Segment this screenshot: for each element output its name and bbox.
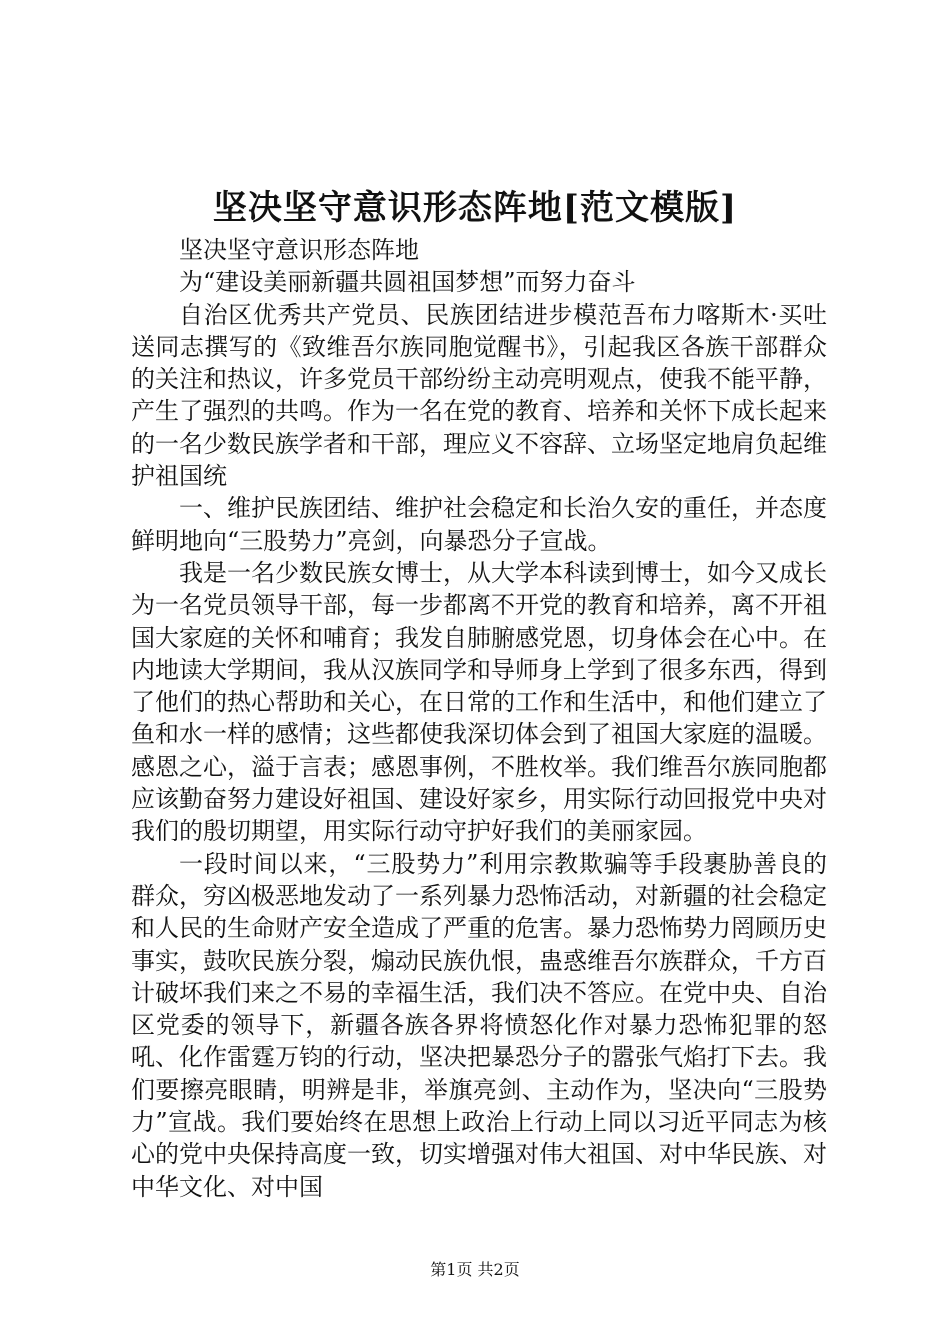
paragraph: 一、维护民族团结、维护社会稳定和长治久安的重任，并态度鲜明地向“三股势力”亮剑，向暴恐分子宣战。 [131, 494, 827, 555]
paragraph-subtitle: 坚决坚守意识形态阵地 [179, 236, 419, 264]
document-body [131, 234, 827, 1203]
paragraph: 自治区优秀共产党员、民族团结进步模范吾布力喀斯木·买吐送同志撰写的《致维吾尔族同胞觉醒书》，引起我区各族干部群众的关注和热议，许多党员干部纷纷主动亮明观点，使我不能平静，产生了强烈的共鸣。作为一名在党的教育、培养和关怀下成长起来的一名少数民族学者和干部，理应义不容辞、立场坚定地肩负起维护祖国统 [131, 300, 827, 491]
paragraph: 我是一名少数民族女博士，从大学本科读到博士，如今又成长为一名党员领导干部，每一步都离不开党的教育和培养，离不开祖国大家庭的关怀和哺育；我发自肺腑感党恩，切身体会在心中。在内地读大学期间，我从汉族同学和导师身上学到了很多东西，得到了他们的热心帮助和关心，在日常的工作和生活中，和他们建立了鱼和水一样的感情；这些都使我深切体会到了祖国大家庭的温暖。感恩之心，溢于言表；感恩事例，不胜枚举。我们维吾尔族同胞都应该勤奋努力建设好祖国、建设好家乡，用实际行动回报党中央对我们的殷切期望，用实际行动守护好我们的美丽家园。 [131, 558, 827, 846]
page-number-footer: 第1页 共2页 [430, 1260, 520, 1279]
paragraph: 一段时间以来，“三股势力”利用宗教欺骗等手段裹胁善良的群众，穷凶极恶地发动了一系列暴力恐怖活动，对新疆的社会稳定和人民的生命财产安全造成了严重的危害。暴力恐怖势力罔顾历史事实，鼓吹民族分裂，煽动民族仇恨，蛊惑维吾尔族群众，千方百计破坏我们来之不易的幸福生活，我们决不答应。在党中央、自治区党委的领导下，新疆各族各界将愤怒化作对暴力恐怖犯罪的怒吼、化作雷霆万钧的行动，坚决把暴恐分子的嚣张气焰打下去。我们要擦亮眼睛，明辨是非，举旗亮剑、主动作为，坚决向“三股势力”宣战。我们要始终在思想上政治上行动上同以习近平同志为核心的党中央保持高度一致，切实增强对伟大祖国、对中华民族、对中华文化、对中国 [131, 849, 827, 1201]
document-title: 坚决坚守意识形态阵地[范文模版] [212, 188, 738, 228]
paragraph-slogan: 为“建设美丽新疆共圆祖国梦想”而努力奋斗 [179, 268, 636, 297]
